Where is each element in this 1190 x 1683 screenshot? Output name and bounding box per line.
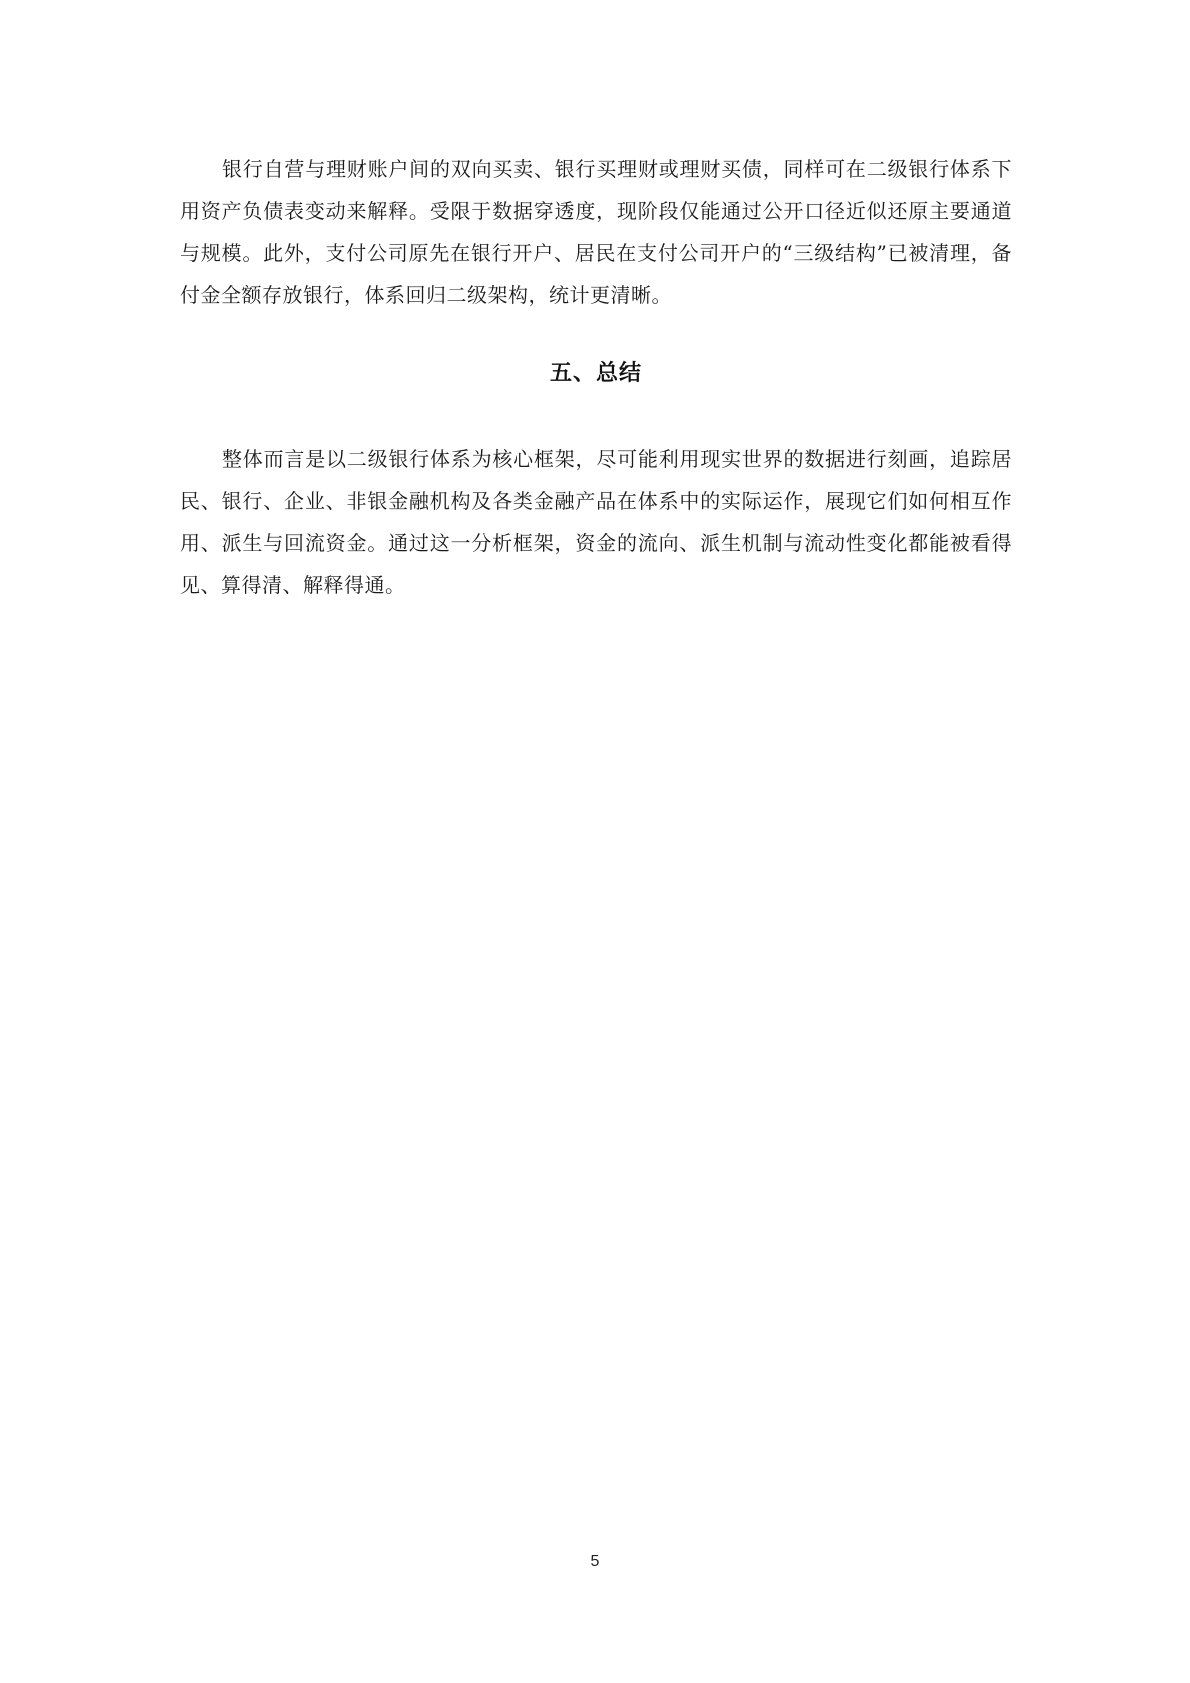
page-content: [180, 148, 1012, 606]
body-paragraph: 整体而言是以二级银行体系为核心框架，尽可能利用现实世界的数据进行刻画，追踪居民、银行、企业、非银金融机构及各类金融产品在体系中的实际运作，展现它们如何相互作用、派生与回流资金。通过这一分析框架，资金的流向、派生机制与流动性变化都能被看得见、算得清、解释得通。: [180, 447, 1012, 597]
page-number: 5: [590, 1553, 600, 1570]
section-heading: 五、总结: [549, 361, 642, 386]
body-paragraph: 银行自营与理财账户间的双向买卖、银行买理财或理财买债，同样可在二级银行体系下用资产负债表变动来解释。受限于数据穿透度，现阶段仅能通过公开口径近似还原主要通道与规模。此外，支付公司原先在银行开户、居民在支付公司开户的“三级结构”已被清理，备付金全额存放银行，体系回归二级架构，统计更清晰。: [180, 157, 1012, 307]
